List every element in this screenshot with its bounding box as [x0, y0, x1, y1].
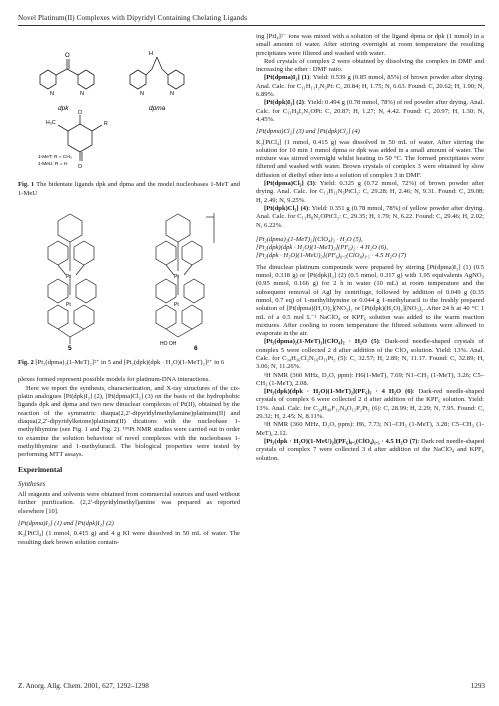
complex-5-structure — [48, 214, 96, 344]
nucleobase-o2: O — [78, 164, 83, 170]
paragraph-11: ¹H NMR (360 MHz, D₂O, ppm): H6, 7.73; N1–CH₃ (1-MeT), 3.28; C5–CH₃ (1-MeT), 2.12. — [256, 421, 484, 437]
nucleobase-r: R — [104, 121, 108, 127]
paragraph-5 — [256, 180, 484, 205]
paragraph-3-compound: [Pt(dpma)I₂] (1) — [264, 74, 310, 82]
paragraph-8-text: : Dark-red needle-shaped crystals of complex 5 were collected 2 d after addition of the ClO₄ solution. Yield: 13%. Anal. Calc. for C₃₄H₃₆Cl₂N₁₀O₁₁Pt₂ (5): C, 32.57; H, 2.89; N, 11.17. Found: C, 32.89; H, 3.06; N, 11.26%. — [256, 338, 484, 371]
paragraph-8 — [256, 338, 484, 371]
page-footer — [18, 682, 485, 690]
subsection-1-heading: [Pt(dpma)I₂] (1) and [Pt(dpk)I₂] (2) — [18, 519, 114, 527]
figure-2-caption-text: [Pt₂(dpma)₂(1-MeT)₂]²⁺ in 5 and [Pt₂(dpk)(dpk · H₂O)(1-MeT)₂]²⁺ in 6 — [35, 359, 225, 367]
dpma-structure — [130, 57, 184, 89]
complex-5-label: 5 — [68, 344, 72, 352]
paragraph-10-compound: [Pt₂(dpk)(dpk · H₂O)(1-MeT)₂](PF₆)₂ · 4 H₂O (6) — [264, 388, 413, 396]
running-title: Novel Platinum(II) Complexes with Dipyridyl Containing Chelating Ligands — [18, 14, 247, 22]
subsection-1-paragraph: K₂[PtCl₄] (1 mmol, 0.415 g) and 4 g KI were dissolved in 50 mL of water. The resulting dark brown solution contain- — [18, 530, 240, 546]
intro-paragraph-1: plexes formed represent possible models for platinum-DNA interactions. — [18, 376, 210, 384]
figure-1-caption-label: Fig. 1 — [18, 181, 35, 189]
paragraph-8-compound: [Pt₂(dpma)₂(1-MeT)₂](ClO₄)₂ · H₂O (5) — [264, 338, 379, 346]
paragraph-4-compound: [Pt(dpk)I₂] (2) — [264, 99, 304, 107]
syntheses-paragraph: All reagents and solvents were obtained from commercial sources and used without further purification. (2,2′-dipyridylmethyl)amine was prepared as reported elsewhere [10]. — [18, 491, 240, 515]
paragraph-6-compound: [Pt(dpk)Cl₂] (4) — [264, 204, 309, 212]
right-column — [256, 33, 484, 463]
paragraph-12 — [256, 438, 484, 463]
paragraph-6 — [256, 205, 484, 230]
dpma-nh: H — [149, 51, 153, 57]
dpma-n2: N — [170, 91, 174, 97]
paragraph-5-compound: [Pt(dpma)Cl₂] (3) — [264, 180, 315, 188]
intro-paragraph-2: Here we report the synthesis, characterization, and X-ray structures of the cis-platin analogues [Pt(dpk)I₂] (2), [Pt(dpma)Cl₂] (3) on the basis of the hydrophobic ligands dpk and dpma and two new dinuclear complexes of Pt(II), obtained by the reaction of the symmetric diaqua(2,2′-dipyridylmethylamine)platinum(II) and diaqua(2,2′-dipyridylketone)platinum(II) dications with the nucleobase 1-methylthymine (see Fig. 1 and Fig. 2). ¹⁹⁵Pt NMR studies were carried out in order to examine the solution behaviour of novel complexes with the nucleobases 1-methylthymine and 1-methyluracil. The biological properties were tested by performing MTT assays. — [18, 384, 240, 459]
figure-2-caption — [18, 359, 240, 367]
paragraph-4 — [256, 99, 484, 124]
complex-6-pt2: Pt — [174, 301, 179, 308]
nucleobase-o1: O — [78, 110, 83, 116]
paragraph-12-compound: [Pt₂(dpk · H₂O)(1-MeU)₂](PF₆)₀.₅(ClO₄)₁.₅ · 4.5 H₂O (7) — [264, 437, 418, 445]
dpk-label: dpk — [58, 105, 69, 112]
figure-2-caption-label: Fig. 2 — [18, 359, 34, 367]
paragraph-12-text: : Dark red needle-shaped crystals of complex 7 were collected 3 d after addition of the NaClO₄ and KPF₆ solution. — [256, 437, 484, 462]
figure-1-structures — [18, 33, 240, 175]
subsection-3-heading-line-2: [Pt₂(dpk)(dpk · H₂O)(1-MeT)₂](PF₆)₂ · 4 H₂O (6), — [256, 244, 388, 252]
complex-5-pt2: Pt — [66, 301, 71, 308]
dpk-structure — [40, 59, 94, 89]
paragraph-10-text: : Dark-red needle-shaped crystals of complex 6 were collected 2 d after addition of the KPF₆ solution. Yield: 13%. Anal. Calc. for C₃₄H₄₀F₁₂N₈O₁₁P₂Pt₂ (6): C, 28.99; H, 2.29; N, 7.95. Found: C, 29.32; H, 2.45; N, 8.11%. — [256, 388, 484, 421]
dpk-oxygen: O — [65, 53, 70, 59]
journal-citation: Z. Anorg. Allg. Chem. 2001, 627, 1292–1298 — [18, 682, 149, 690]
dpma-label: dpma — [149, 105, 166, 112]
paragraph-3 — [256, 74, 484, 99]
header-rule — [18, 25, 485, 26]
figure-1 — [18, 33, 240, 198]
dpma-n1: N — [140, 91, 144, 97]
nucleobase-methyl: H₃C — [46, 120, 56, 126]
complex-6-pt1: Pt — [174, 273, 179, 280]
complex-6-oh: HO OH — [160, 340, 177, 347]
paragraph-6-text: : Yield: 0.351 g (0.78 mmol, 78%) of yellow powder after drying. Anal. Calc. for C₁₁H₈N₂OPtCl₂: C, 29.35; H, 1.79; N, 6.22. Found: C, 29.46; H, 2.02; N, 6.22%. — [256, 204, 484, 229]
dpk-n1: N — [50, 91, 54, 97]
page-number: 1293 — [470, 682, 485, 690]
figure-2-structures — [18, 203, 240, 353]
paragraph-4-text: : Yield: 0.494 g (0.78 mmol, 78%) of red powder after drying. Anal. Calc. for C₁₁H₈I₂N₂OPt: C, 20.87; H, 1.27; N, 4.42. Found: C, 20.97; H, 1.30; N, 4.45%. — [256, 99, 485, 123]
experimental-heading: Experimental — [18, 465, 63, 475]
syntheses-heading: Syntheses — [18, 479, 46, 488]
figure-1-caption-text: The bidentate ligands dpk and dpma and the model nucleobases 1-MeT and 1-MeU — [18, 181, 240, 197]
complex-6-label: 6 — [194, 344, 198, 352]
subsection-3-heading-line-3: [Pt₂(dpk · H₂O)(1-MeU)₂](PF₆)₀.₅(ClO₄)₁.₅ · 4.5 H₂O (7) — [256, 252, 407, 260]
paragraph-2: Red crystals of complex 2 were obtained by dissolving the complex in DMF and increasing the ether : DMF ratio. — [256, 57, 484, 74]
figure-1-caption — [18, 181, 240, 198]
paragraph-10 — [256, 388, 484, 421]
subsection-2-paragraph: K₂[PtCl₄] (1 mmol, 0.415 g) was dissolved in 50 mL of water. After stirring the solution for 10 min 1 mmol dpma or dpk was added in a small amount of water. The mixture was stirred overnight whilst heating to 50 °C. The formed precipitates were filtered and washed with water. Brown crystals of complex 3 were obtained by slow diffusion of diethyl ether into a solution of complex 3 in DMF. — [256, 138, 484, 179]
complex-5-pt1: Pt — [66, 273, 71, 280]
figure-2 — [18, 203, 240, 368]
paragraph-7: The dinuclear platinum compounds were prepared by stirring [Pt(dpma)I₂] (1) (0.5 mmol, 0.318 g) or [Pt(dpk)I₂] (2) (0.5 mmol, 0.317 g) with 1.95 equivalents AgNO₃ (0.95 mmol, 0.166 g) for 2 h in water (10 mL) at room temperature and the subsequent removal of AgI by centrifuge, followed by addition of 0.049 g (0.35 mmol, 0.7 eq) of 1-methylthymine or 0.044 g 1-methyluracil to the freshly prepared solution of [Pt(dpma)(H₂O)₂](NO₃)₂ or [Pt(dpk)(H₂O)₂](NO₃)₂. After 24 h at 40 °C 1 mL of a 0.5 mol L⁻¹ NaClO₄ or KPF₆ solution was added to the warm reaction mixtures. After cooling to room temperature the filtered solutions were allowed to evaporate in the air. — [256, 263, 484, 338]
nucleobase-label-h: 1-MeU: R = H — [38, 162, 68, 167]
complex-6-structure — [156, 213, 214, 337]
paragraph-9: ¹H NMR (360 MHz, D₂O, ppm): H6(1-MeT), 7.69; N1–CH₃ (1-MeT), 3.26; C5–CH₃ (1-MeT), 2.08. — [256, 371, 484, 387]
subsection-2-heading: [Pt(dpma)Cl₂] (3) and [Pt(dpk)Cl₂] (4) — [256, 128, 360, 136]
paragraph-5-text: : Yield: 0.325 g (0.72 mmol, 72%) of brown powder after drying. Anal. Calc. for C₁₁H₁₁N₃PtCl₂: C, 29.28; H, 2.46; N, 9.31. Found: C, 29.08; H, 2.49; N, 9.25%. — [256, 180, 484, 204]
paragraph-1: ing [PtI₄]²⁻ ions was mixed with a solution of the ligand dpma or dpk (1 mmol) in a small amount of water. After stirring overnight at room temperature the resulting precipitates were filtered and washed with water. — [256, 33, 484, 57]
paragraph-3-text: : Yield: 0.539 g (0.85 mmol, 85%) of brown powder after drying. Anal. Calc. for C₁₁H₁₁I₂N₃Pt: C, 20.84; H, 1.75; N, 6.63. Found: C, 20.62; H, 1.90; N, 6.89%. — [256, 74, 485, 99]
dpk-n2: N — [80, 91, 84, 97]
subsection-3-heading-line-1: [Pt₂(dpma)₂(1-MeT)₂](ClO₄)₂ · H₂O (5), — [256, 235, 363, 243]
left-column — [18, 33, 240, 547]
nucleobase-label-methyl: 1-MeT: R = CH₃ — [38, 155, 72, 160]
